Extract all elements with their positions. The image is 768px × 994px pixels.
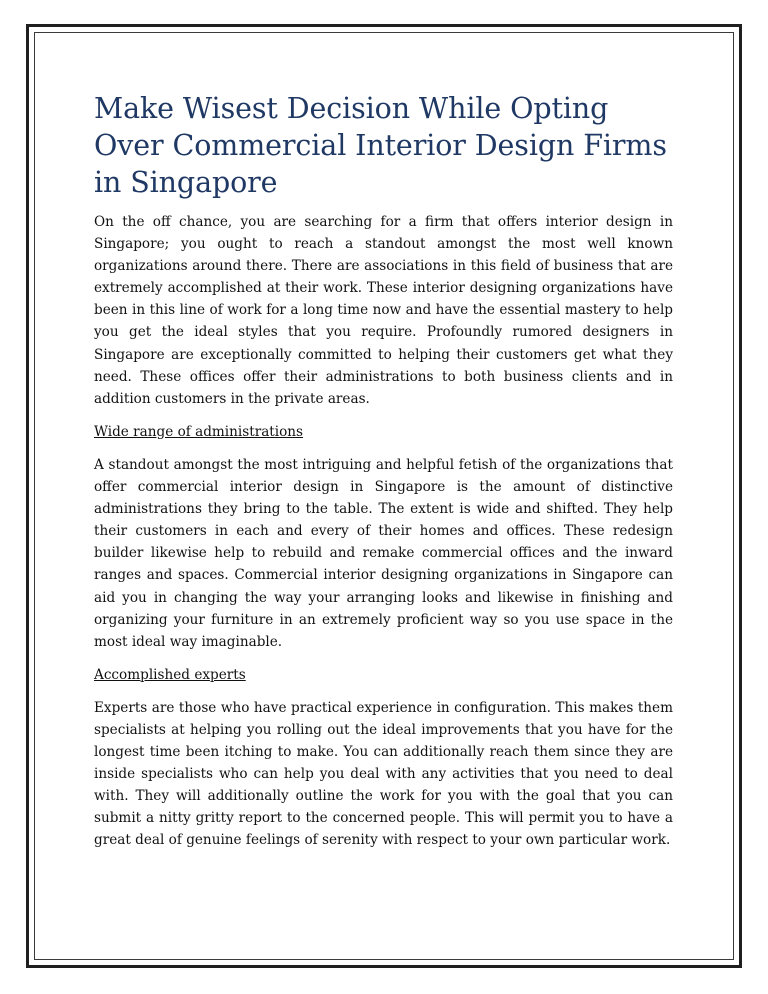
intro-paragraph: On the off chance, you are searching for a firm that offers interior design in Singapore; you ought to reach a standout amongst the most well known organizations around there. There are associations in this field of business that are extremely accomplished at their work. These interior designing organizations have been in this line of work for a long time now and have the essential mastery to help you get the ideal styles that you require. Profoundly rumored designers in Singapore are exceptionally committed to helping their customers get what they need. These offices offer their administrations to both business clients and in addition customers in the private areas.	[94, 214, 673, 407]
section-heading-administrations: Wide range of administrations	[94, 423, 304, 440]
section-body-administrations: A standout amongst the most intriguing and helpful fetish of the organizations that offer commercial interior design in Singapore is the amount of distinctive administrations they bring to the table. The extent is wide and shifted. They help their customers in each and every of their homes and offices. These redesign builder likewise help to rebuild and remake commercial offices and the inward ranges and spaces. Commercial interior designing organizations in Singapore can aid you in changing the way your arranging looks and likewise in finishing and organizing your furniture in an extremely proficient way so you use space in the most ideal way imaginable.	[94, 456, 673, 650]
section-heading-experts: Accomplished experts	[94, 666, 246, 683]
document-title: Make Wisest Decision While Opting Over Commercial Interior Design Firms in Singapore	[94, 92, 667, 199]
document-body	[94, 90, 673, 863]
section-body-experts: Experts are those who have practical experience in configuration. This makes them specialists at helping you rolling out the ideal improvements that you have for the longest time been itching to make. You can additionally reach them since they are inside specialists who can help you deal with any activities that you need to deal with. They will additionally outline the work for you with the goal that you can submit a nitty gritty report to the concerned people. This will permit you to have a great deal of genuine feelings of serenity with respect to your own particular work.	[94, 699, 673, 849]
